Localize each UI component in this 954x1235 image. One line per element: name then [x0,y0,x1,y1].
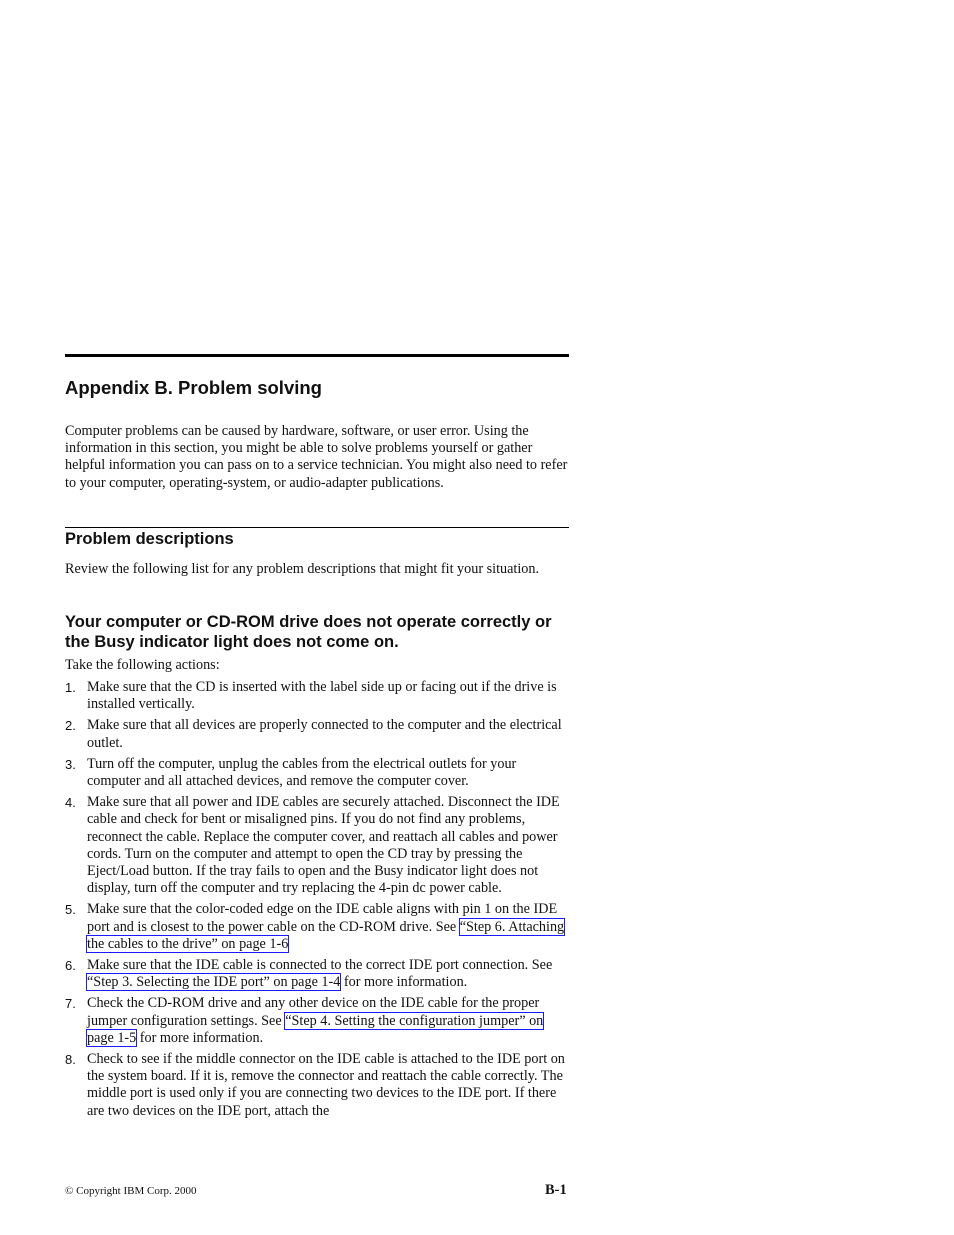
list-text: Turn off the computer, unplug the cables from the electrical outlets for your computer and all attached devices, and remove the computer cover. [87,755,517,790]
list-number: 2. [65,718,76,734]
action-list [65,679,571,1124]
list-item [65,756,571,790]
copyright-notice: © Copyright IBM Corp. 2000 [65,1185,197,1197]
section-paragraph: Review the following list for any problem descriptions that might fit your situation. [65,561,540,577]
list-item [65,794,571,897]
section-rule [65,527,569,528]
page-number: B-1 [545,1182,567,1198]
list-number: 4. [65,795,76,811]
list-text: Check to see if the middle connector on the IDE cable is attached to the IDE port on the system board. If it is, remove the connector and reattach the cable correctly. The middle port is used only if you are connecting two devices to the IDE port. If there are two devices on the IDE port, attach the [87,1051,565,1119]
list-item [65,1051,571,1120]
section-title: Problem descriptions [65,530,234,548]
intro-paragraph: Computer problems can be caused by hardware, software, or user error. Using the information in this section, you might be able to solve problems yourself or gather helpful information you can pass on to a service technician. You might also need to refer to your computer, operating-system, or audio-adapter publications. [65,423,568,491]
subsection-title: Your computer or CD-ROM drive does not operate correctly or the Busy indicator light does not come on. [65,613,552,651]
list-number: 3. [65,756,76,772]
list-item [65,901,571,953]
page-title: Appendix B. Problem solving [65,377,322,398]
list-item [65,995,571,1047]
heading-rule [65,354,569,357]
list-number: 7. [65,996,76,1012]
list-text-after: for more information. [343,974,468,991]
list-item [65,679,571,713]
list-number: 5. [65,902,76,918]
xref-link-step-3[interactable]: “Step 3. Selecting the IDE port” on page 1-4 [87,974,341,991]
xref-link-step-4[interactable]: “Step 4. Setting the configuration jumper” on page 1-5 [87,1012,544,1046]
list-text: Check the CD-ROM drive and any other device on the IDE cable for the proper jumper configuration settings. See [87,995,540,1029]
list-number: 1. [65,680,76,695]
list-text: Make sure that all devices are properly connected to the computer and the electrical outlet. [87,717,562,751]
list-item [65,957,571,991]
list-text-after: for more information. [139,1029,264,1046]
list-number: 8. [65,1052,76,1068]
list-number: 6. [65,958,76,974]
list-item [65,717,571,751]
subsection-lead: Take the following actions: [65,657,220,673]
list-text: Make sure that the CD is inserted with the label side up or facing out if the drive is installed vertically. [87,679,557,713]
xref-link-step-6[interactable]: “Step 6. Attaching the cables to the drive” on page 1-6 [87,918,565,952]
list-text: Make sure that the color-coded edge on the IDE cable aligns with pin 1 on the IDE port and is closest to the power cable on the CD-ROM drive. See [87,901,558,935]
list-text: Make sure that the IDE cable is connected to the correct IDE port connection. See [87,957,553,974]
list-text: Make sure that all power and IDE cables are securely attached. Disconnect the IDE cable and check for bent or misaligned pins. If you do not find any problems, reconnect the cable. Replace the computer cover, and reattach all cables and power cords. Turn on the computer and attempt to open the CD tray by pressing the Eject/Load button. If the tray fails to open and the Busy indicator light does not display, turn off the computer and try replacing the 4-pin dc power cable. [87,794,560,897]
